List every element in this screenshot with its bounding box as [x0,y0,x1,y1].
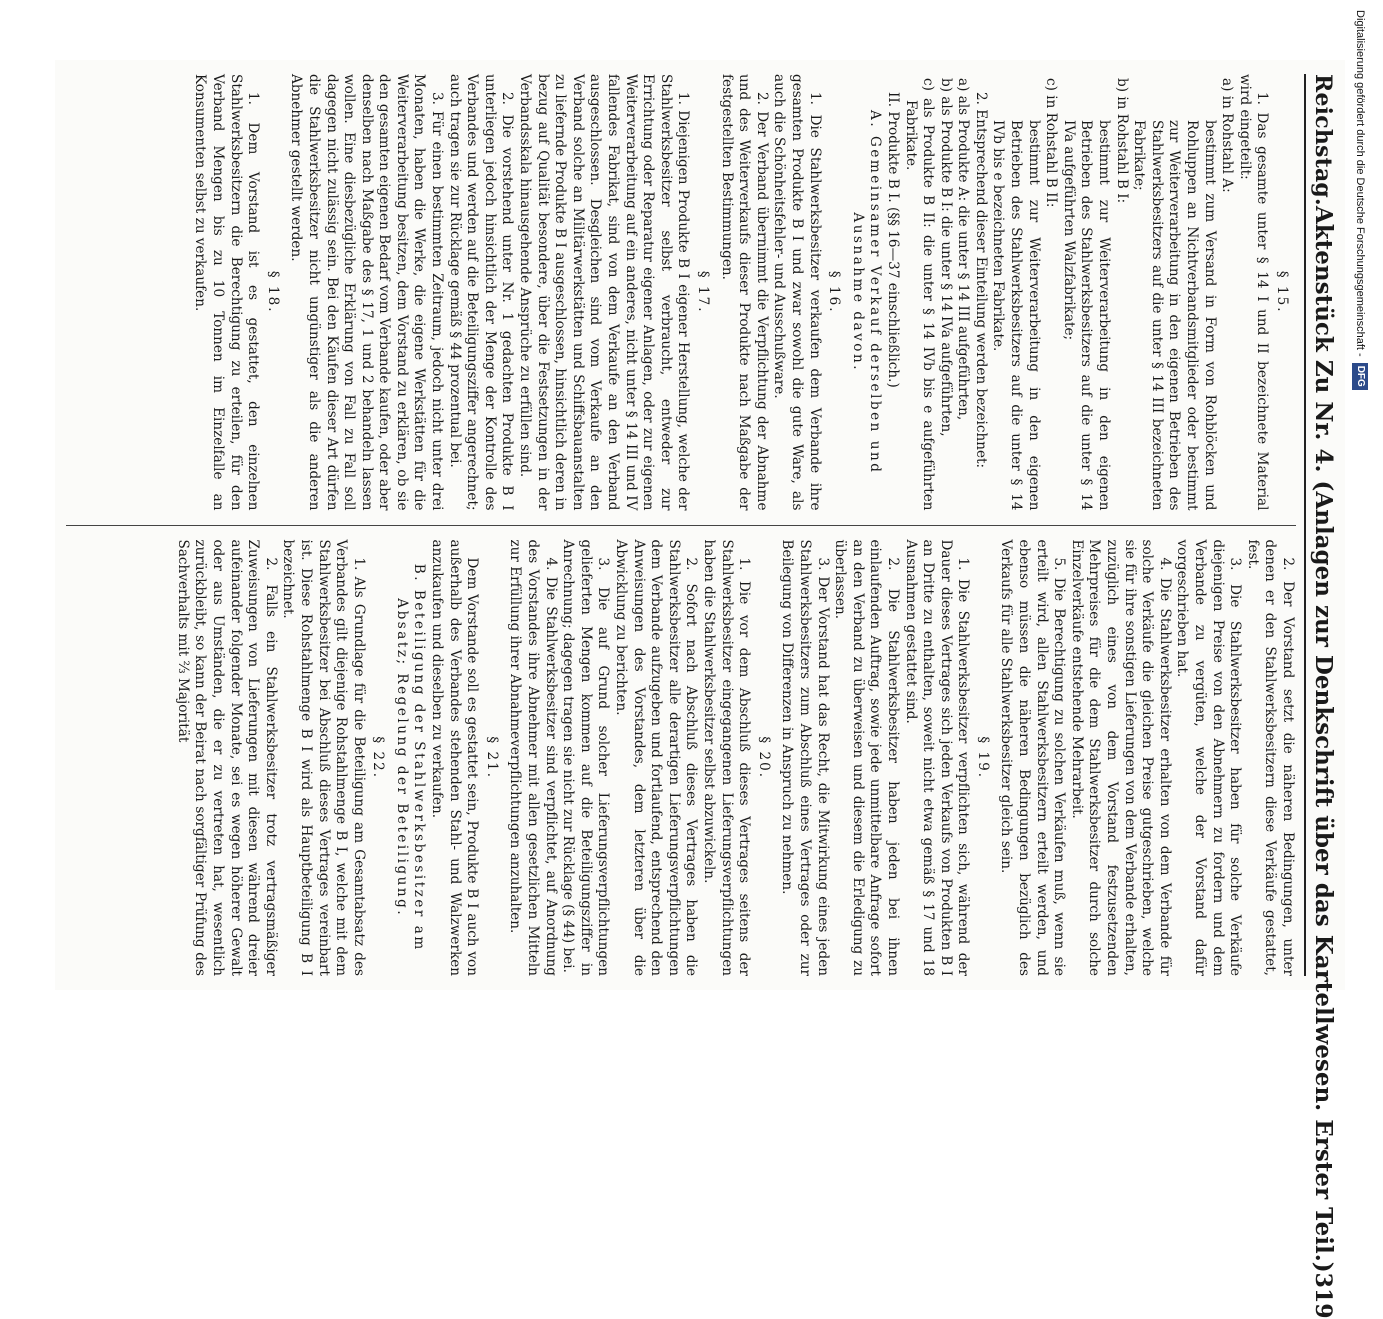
paragraph: 1. Als Grundlage für die Beteiligung am Gesamtabsatz des Verbandes gilt diejenige Rohstahlmenge B I, welche mit dem Stahlwerksbesitzer bei Abschluß dieses Vertrages vereinbart ist. Diese Rohstahlmenge B I wird als Hauptbeteiligung B I bezeichnet. [280,539,367,976]
paragraph: II. Produkte B I. (§§ 16—37 einschließlich.) [884,92,901,388]
paragraph: 4. Die Stahlwerksbesitzer sind verpflichtet, auf Anordnung des Vorstandes ihre Abnehmer mit allen gesetzlichen Mitteln zur Erfüllung ihrer Abnahmeverpflichtungen anzuhalten. [507,539,559,976]
paragraph: 4. Die Stahlwerksbesitzer erhalten von dem Verbande für solche Verkäufe die gleichen Preise gutgeschrieben, welche sie für ihre sonstigen Lieferungen von dem Verbande erhalten, zuzüglich eines von dem Vorstand festzusetzenden Mehrpreises für die dem Stahlwerksbesitzer durch solche Einzelverkäufe entstehende Mehrarbeit. [1068,539,1173,976]
paragraph: 2. Entsprechend dieser Einteilung werden bezeichnet: [972,92,989,469]
paragraph: B. Beteiligung der Stahlwerksbesitzer am Absatz; Regelung der Beteiligung. [393,563,428,952]
paragraph: 5. Die Berechtigung zu solchen Verkäufen muß, wenn sie erteilt wird, allen Stahlwerksbesitzern erteilt werden, und ebenso müssen die näheren Bedingungen bezüglich des Verkaufs für alle Stahlwerksbesitzer gleich sein. [998,539,1068,976]
paragraph: 2. Der Verband übernimmt die Verpflichtung der Abnahme und des Weiterverkaufs dieser Produkte nach Maßgabe der festgestellten Bestimmungen. [718,74,770,511]
section-heading: § 18. [264,270,281,314]
paragraph: c) in Rohstahl B II: [1043,78,1060,208]
paragraph: 1. Die Stahlwerksbesitzer verpflichten sich, während der Dauer dieses Vertrages sich jeden Verkaufs von Produkten B I an Dritte zu enthalten, soweit nicht etwa gemäß § 17 und 18 Ausnahmen gestattet sind. [902,539,972,976]
section-heading: § 16. [826,270,843,314]
paragraph: 3. Die Stahlwerksbesitzer haben für solche Verkäufe diejenigen Preise von den Abnehmern zu fordern und dem Verbande zu vergüten, welche der Vorstand dafür vorgeschrieben hat. [1174,539,1244,976]
paragraph: b) in Rohstahl B I: [1113,78,1130,204]
section-heading: § 15. [1274,270,1290,314]
paragraph: bestimmt zur Weiterverarbeitung in den eigenen Betrieben des Stahlwerksbesitzers auf die unter § 14 IVa aufgeführten Walzfabrikate; [1060,120,1113,511]
paragraph: c) als Produkte B II: die unter § 14 IVb bis e aufgeführten Fabrikate. [902,78,937,511]
section-heading: § 22. [370,736,387,780]
paragraph: 2. Die Stahlwerksbesitzer haben jeden bei ihnen einlaufenden Auftrag, sowie jede unmittelbare Anfrage sofort an den Verband zu überweisen und diesem die Erledigung zu überlassen. [832,539,901,976]
paragraph: A. Gemeinsamer Verkauf derselben und Ausnahme davon. [849,110,884,475]
digitization-note [1345,10,1375,990]
column-divider [66,525,1296,526]
paragraph: 1. Die Stahlwerksbesitzer verkaufen dem Verbande ihre gesamten Produkte B I und zwar sowohl die gute Ware, als auch die Schönheitsfehler- und Ausschußware. [771,74,823,511]
header-left: Reichstag. [1310,74,1336,206]
paragraph: 1. Die vor dem Abschluß dieses Vertrages seitens der Stahlwerksbesitzer eingegangenen Lieferungsverpflichtungen haben die Stahlwerksbesitzer selbst abzuwickeln. [701,539,753,976]
text-columns [66,74,1296,976]
section-heading: § 21. [483,736,500,780]
paragraph: 3. Für einen bestimmten Zeitraum, jedoch nicht unter drei Monaten, haben die Werke, die eigene Werkstätten für die Weiterverarbeitung besitzen, dem Vorstand zu erklären, ob sie den gesamten eigenen Bedarf vom Verbande kaufen, oder aber denselben nach Maßgabe des § 17, 1 und 2 behandeln lassen wollen. Eine diesbezügliche Erklärung von Fall zu Fall soll dagegen nicht zulässig sein. Bei den Käufen dieser Art dürfen die Stahlwerksbesitzer nicht ungünstiger als die anderen Abnehmer gestellt werden. [288,74,446,511]
digitization-note-text: Digitalisierung gefördert durch die Deutsche Forschungsgemeinschaft - [1354,10,1366,357]
paragraph: 2. Sofort nach Abschluß dieses Vertrages haben die Stahlwerksbesitzer alle derartigen Lieferungsverpflichtungen dem Verbande aufzugeben und fortlaufend, entsprechend den Anweisungen des Vorstandes, dem letzteren über die Abwicklung zu berichten. [613,539,700,976]
paragraph: bestimmt zum Versand in Form von Rohblöcken und Rohluppen an Nichtverbandsmitglieder oder bestimmt zur Weiterverarbeitung in den eigenen Betrieben des Stahlwerksbesitzers auf die unter § 14 III bezeichneten Fabrikate; [1131,120,1218,511]
right-column [66,540,1296,977]
paragraph: 1. Dem Vorstand ist es gestattet, den einzelnen Stahlwerksbesitzern die Berechtigung zu erteilen, für den Verband Mengen bis zu 10 Tonnen im Einzelfalle an Konsumenten selbst zu verkaufen. [192,74,262,511]
section-heading: § 17. [695,270,711,314]
paragraph: 2. Falls ein Stahlwerksbesitzer trotz vertragsmäßiger Zuweisungen von Lieferungen mit diesen während dreier aufeinander folgender Monate, sei es wegen höherer Gewalt oder aus Umständen, die er zu vertreten hat, wesentlich zurückbleibt, so kann der Beirat nach sorgfältiger Prüfung des Sachverhalts mit ⅔ Majorität [174,539,279,976]
page-header [1304,74,1337,1319]
dfg-badge: DFG [1352,363,1368,390]
paragraph: 1. Das gesamte unter § 14 I und II bezeichnete Material wird eingeteilt: [1236,74,1271,511]
paragraph: a) als Produkte A: die unter § 14 III aufgeführten, [955,78,972,421]
paragraph: 3. Der Vorstand hat das Recht, die Mitwirkung eines jeden Stahlwerksbesitzers zum Abschluß eines Vertrages oder zur Beilegung von Differenzen in Anspruch zu nehmen. [779,539,831,976]
section-heading: § 20. [755,736,772,780]
paragraph: 1. Diejenigen Produkte B I eigener Herstellung, welche der Stahlwerksbesitzer selbst verbraucht, entweder zur Errichtung oder Reparatur eigener Anlagen, oder zur eigenen Weiterverarbeitung auf ein anderes, nicht unter § 14 III und IV fallendes Fabrikat, sind von dem Verkaufe an den Verband ausgeschlossen. Desgleichen sind vom Verkaufe an den Verband solche an Militärwerkstätten und Schiffsbauanstalten zu liefernde Produkte B I ausgeschlossen, hinsichtlich deren in bezug auf Qualität besondere, über die Festsetzungen in der Verbandsskala hinausgehende Ansprüche zu erfüllen sind. [517,74,692,511]
paragraph: 3. Die auf Grund solcher Lieferungsverpflichtungen gelieferten Mengen kommen auf die Beteiligungsziffer in Anrechnung; dagegen tragen sie nicht zur Rücklage (§ 44) bei. [560,539,612,976]
paragraph: 2. Der Vorstand setzt die näheren Bedingungen, unter denen er den Stahlwerksbesitzern diese Verkäufe gestattet, fest. [1244,539,1296,976]
page-number: 319 [1310,1272,1336,1319]
header-title: Aktenstück Zu Nr. 4. (Anlagen zur Denkschrift über das Kartellwesen. Erster Teil.) [1310,205,1337,1273]
paragraph: bestimmt zur Weiterverarbeitung in den eigenen Betrieben des Stahlwerksbesitzers auf die unter § 14 IVb bis e bezeichneten Fabrikate. [990,120,1042,511]
paragraph: b) als Produkte B I: die unter § 14 IVa aufgeführten, [937,78,954,437]
section-heading: § 19. [974,736,991,780]
paragraph: 2. Die vorstehend unter Nr. 1 gedachten Produkte B I unterliegen jedoch hinsichtlich der Menge der Kontrolle des Verbandes und werden auf die Beteiligungsziffer angerechnet; auch tragen sie zur Rücklage gemäß § 44 prozentual bei. [446,74,516,511]
paragraph: a) in Rohstahl A: [1219,78,1236,193]
paragraph: Dem Vorstande soll es gestattet sein, Produkte B I auch von außerhalb des Verbandes stehenden Stahl- und Walzwerken anzukaufen und dieselben zu verkaufen. [429,539,481,976]
document-page [55,60,1345,1319]
left-column [66,74,1296,511]
